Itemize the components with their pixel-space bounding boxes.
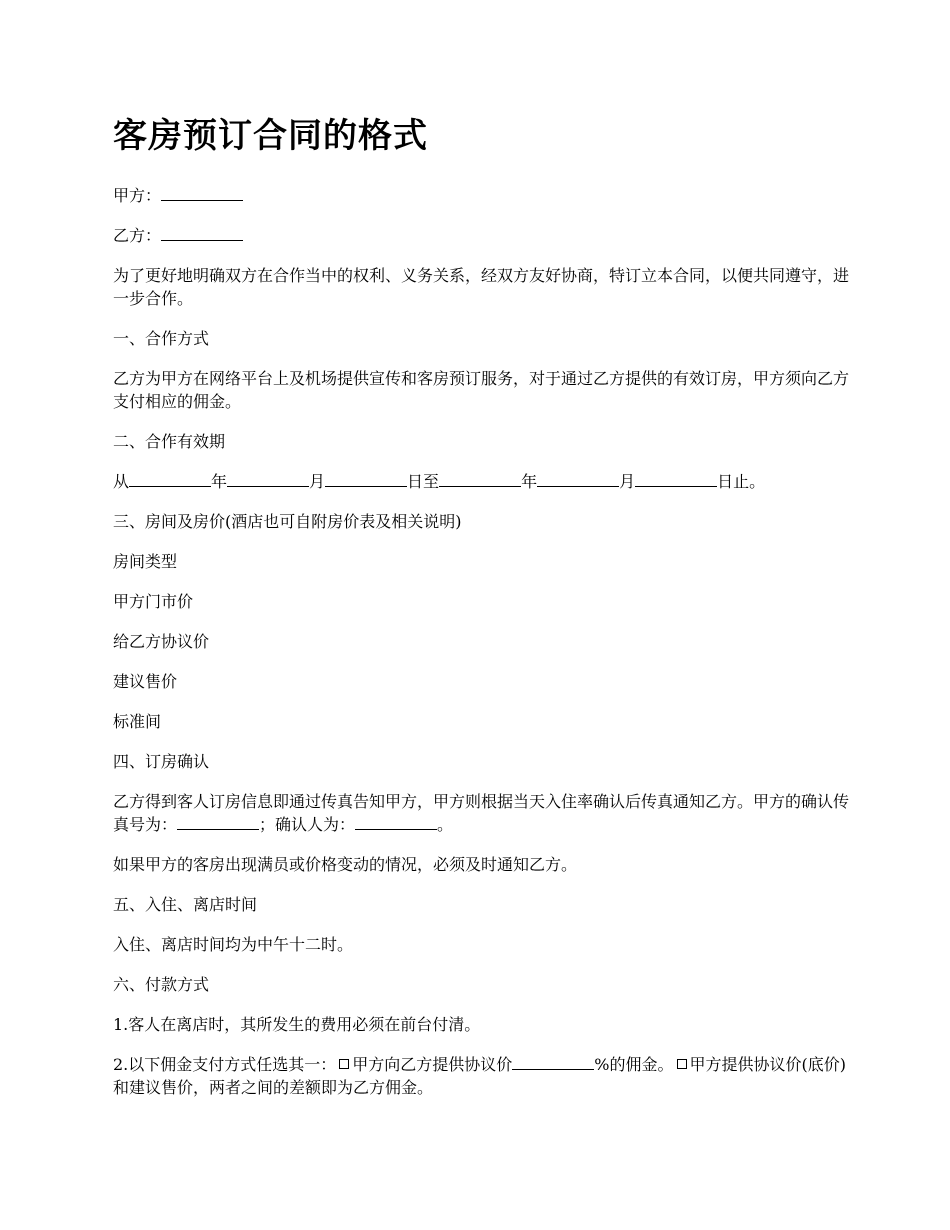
fax-number-blank (177, 813, 259, 830)
section1-body: 乙方为甲方在网络平台上及机场提供宣传和客房预订服务，对于通过乙方提供的有效订房，甲方须向乙方支付相应的佣金。 (113, 369, 850, 411)
option2-text: 甲方提供协议价(底价)和建议售价，两者之间的差额即为乙方佣金。 (113, 1055, 847, 1097)
party-a-label: 甲方： (113, 186, 162, 205)
option1-text-a: 甲方向乙方提供协议价 (352, 1055, 513, 1074)
party-b-blank (161, 224, 243, 241)
payment-item-2 (113, 1053, 858, 1099)
start-month-blank (227, 470, 309, 487)
section3-heading: 三、房间及房价(酒店也可自附房价表及相关说明) (113, 512, 462, 531)
confirmer-blank (355, 813, 437, 830)
party-b-line (113, 224, 858, 247)
period-line (113, 470, 858, 493)
payment-item-1: 1.客人在离店时，其所发生的费用必须在前台付清。 (113, 1015, 481, 1034)
section5-body: 入住、离店时间均为中午十二时。 (113, 935, 354, 954)
confirm-text1: 乙方得到客人订房信息即通过传真告知甲方，甲方则根据当天入住率确认后传真通知乙方。甲方的确认传真号为： (113, 792, 850, 834)
period-month1: 月 (309, 472, 326, 491)
party-a-line (113, 184, 858, 207)
section5-heading: 五、入住、离店时间 (113, 895, 258, 914)
start-day-blank (325, 470, 407, 487)
rack-price-label: 甲方门市价 (113, 592, 194, 611)
commission-percent-blank (512, 1053, 594, 1070)
suggested-price-label: 建议售价 (113, 672, 178, 691)
start-year-blank (129, 470, 211, 487)
confirm-text2: ；确认人为： (259, 815, 356, 834)
contract-document (113, 108, 858, 1116)
end-month-blank (537, 470, 619, 487)
option1-text-b: %的佣金。 (594, 1055, 674, 1074)
period-year1: 年 (211, 472, 228, 491)
option2-checkbox-icon (677, 1059, 687, 1069)
end-day-blank (635, 470, 717, 487)
option1-checkbox-icon (339, 1059, 349, 1069)
section6-heading: 六、付款方式 (113, 975, 210, 994)
intro-paragraph: 为了更好地明确双方在合作当中的权利、义务关系，经双方友好协商，特订立本合同，以便共同遵守，进一步合作。 (113, 266, 850, 308)
section2-heading: 二、合作有效期 (113, 432, 226, 451)
period-year2: 年 (521, 472, 538, 491)
section4-heading: 四、订房确认 (113, 752, 210, 771)
period-month2: 月 (619, 472, 636, 491)
party-b-label: 乙方： (113, 226, 162, 245)
agreed-price-label: 给乙方协议价 (113, 632, 210, 651)
period-day-to: 日至 (407, 472, 440, 491)
confirm-text3: 。 (437, 815, 454, 834)
party-a-blank (161, 184, 243, 201)
section4-note: 如果甲方的客房出现满员或价格变动的情况，必须及时通知乙方。 (113, 855, 578, 874)
document-title: 客房预订合同的格式 (113, 116, 428, 156)
confirm-paragraph (113, 790, 858, 836)
room-type-label: 房间类型 (113, 552, 178, 571)
period-from: 从 (113, 472, 130, 491)
period-day-end: 日止。 (717, 472, 766, 491)
section1-heading: 一、合作方式 (113, 329, 210, 348)
payment2-lead: 2.以下佣金支付方式任选其一： (113, 1055, 337, 1074)
standard-room-label: 标准间 (113, 712, 162, 731)
end-year-blank (439, 470, 521, 487)
